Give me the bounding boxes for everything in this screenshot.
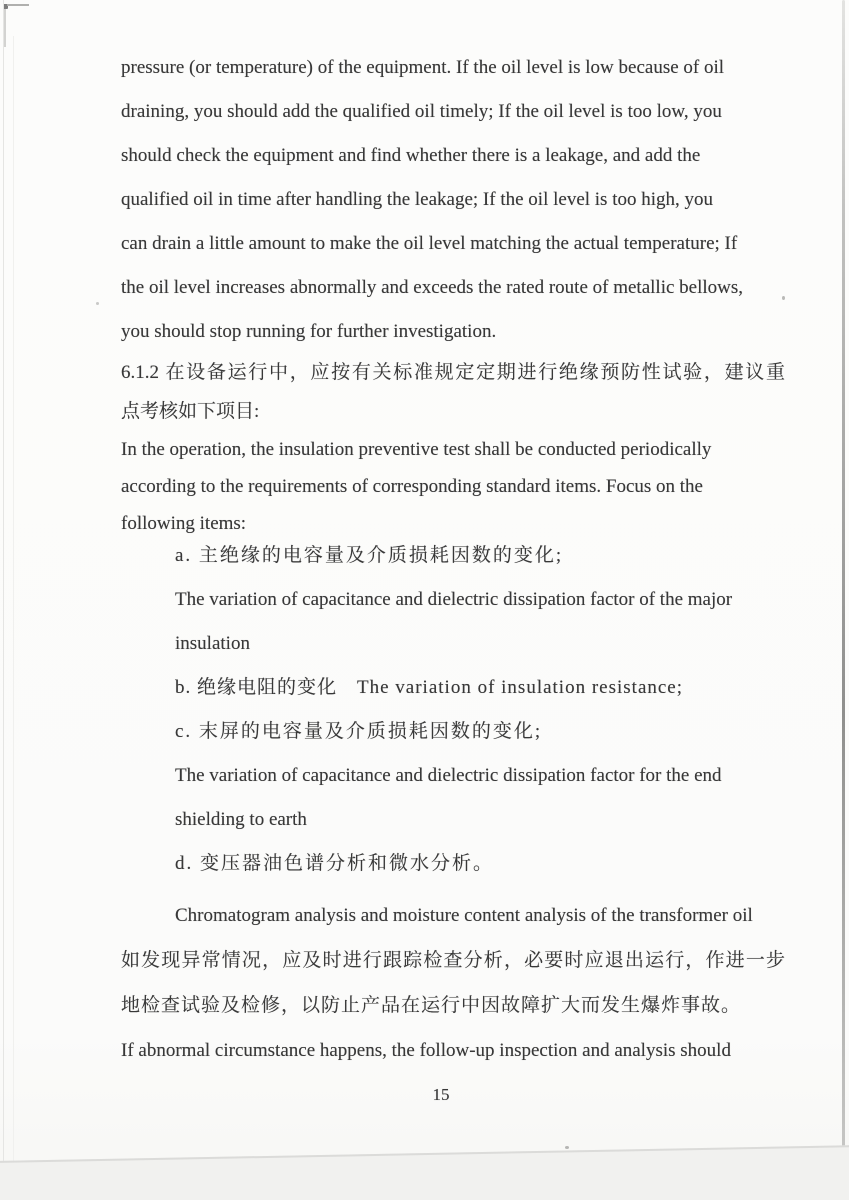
list-item-a-zh: a. 主绝缘的电容量及介质损耗因数的变化; bbox=[175, 545, 564, 566]
list-item-b: b. 绝缘电阻的变化 The variation of insulation resistance; bbox=[175, 677, 684, 698]
paragraph-line: pressure (or temperature) of the equipment. If the oil level is low because of oil bbox=[121, 57, 725, 78]
paragraph-line: according to the requirements of corresponding standard items. Focus on the bbox=[121, 476, 703, 497]
list-item-a-en: insulation bbox=[175, 633, 250, 654]
scan-corner-mark-vertical bbox=[4, 9, 6, 47]
list-item-c-zh: c. 末屏的电容量及介质损耗因数的变化; bbox=[175, 721, 543, 742]
paragraph-line: draining, you should add the qualified oil timely; If the oil level is too low, you bbox=[121, 101, 722, 122]
paragraph-followup bbox=[121, 893, 785, 1073]
paragraph-line-zh: 如发现异常情况，应及时进行跟踪检查分析，必要时应退出运行，作进一步 bbox=[121, 950, 785, 971]
paragraph-line: Chromatogram analysis and moisture content analysis of the transformer oil bbox=[175, 905, 753, 926]
paragraph-line: should check the equipment and find whether there is a leakage, and add the bbox=[121, 145, 701, 166]
paragraph-line: can drain a little amount to make the oil level matching the actual temperature; If bbox=[121, 233, 738, 254]
page-number: 15 bbox=[432, 1085, 450, 1104]
paragraph-line-zh: 地检查试验及检修，以防止产品在运行中因故障扩大而发生爆炸事故。 bbox=[121, 995, 742, 1016]
scan-left-fold-line bbox=[13, 36, 14, 1200]
section-line-zh: 6.1.2 在设备运行中，应按有关标准规定定期进行绝缘预防性试验，建议重 bbox=[121, 362, 785, 383]
paragraph-oil-level bbox=[121, 46, 785, 354]
scan-right-edge-line bbox=[842, 0, 845, 1152]
scan-left-edge-line bbox=[3, 0, 4, 1200]
list-item-a-en: The variation of capacitance and dielectric dissipation factor of the major bbox=[175, 589, 733, 610]
paragraph-line: In the operation, the insulation preventive test shall be conducted periodically bbox=[121, 439, 712, 460]
paragraph-line: following items: bbox=[121, 513, 247, 534]
paragraph-line: you should stop running for further investigation. bbox=[121, 321, 497, 342]
focus-items-list bbox=[121, 534, 785, 886]
paragraph-line: If abnormal circumstance happens, the follow-up inspection and analysis should bbox=[121, 1040, 731, 1061]
list-item-d-zh: d. 变压器油色谱分析和微水分析。 bbox=[175, 853, 495, 874]
section-6-1-2-heading-zh bbox=[121, 353, 785, 431]
list-item-c-en: The variation of capacitance and dielectric dissipation factor for the end bbox=[175, 765, 722, 786]
scan-corner-mark-horizontal bbox=[7, 4, 29, 6]
list-item-c-en: shielding to earth bbox=[175, 809, 307, 830]
section-line-zh: 点考核如下项目: bbox=[121, 401, 260, 422]
section-6-1-2-translation-en bbox=[121, 431, 785, 542]
paragraph-line: qualified oil in time after handling the leakage; If the oil level is too high, you bbox=[121, 189, 714, 210]
scan-speck bbox=[565, 1146, 569, 1149]
paragraph-line: the oil level increases abnormally and exceeds the rated route of metallic bellows, bbox=[121, 277, 744, 298]
scan-bottom-page-edge bbox=[0, 1145, 849, 1200]
scan-speck bbox=[96, 302, 99, 305]
